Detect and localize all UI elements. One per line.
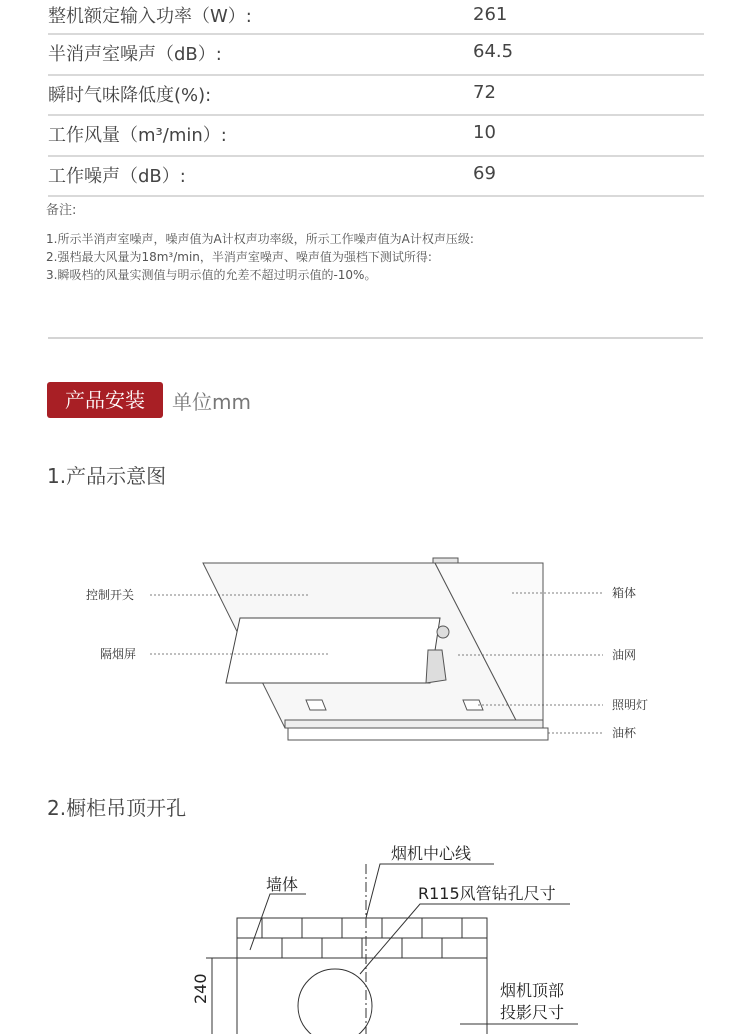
dimension-240: 240: [191, 973, 210, 1004]
label-top-projection-2: 投影尺寸: [500, 1003, 565, 1022]
spec-row-odor: [48, 76, 704, 117]
label-box: 箱体: [612, 586, 637, 600]
install-badge: 产品安装: [47, 382, 163, 418]
spec-row-noise-lab: [48, 35, 704, 76]
note-line: 2.强档最大风量为18m³/min，半消声室噪声、噪声值为强档下测试所得:: [46, 250, 432, 264]
spec-row-airflow: [48, 116, 704, 157]
note-line: 1.所示半消声室噪声，噪声值为A计权声功率级，所示工作噪声值为A计权声压级:: [46, 232, 474, 246]
label-top-projection-1: 烟机顶部: [500, 981, 565, 1000]
product-diagram: [0, 550, 750, 790]
divider: [48, 337, 703, 339]
spec-value: 10: [473, 122, 496, 143]
unit-label: 单位mm: [172, 390, 251, 414]
label-oil-cup: 油杯: [612, 726, 637, 740]
notes-title: 备注:: [46, 203, 77, 218]
spec-value: 69: [473, 162, 496, 184]
diagram2-title: 2.橱柜吊顶开孔: [47, 796, 187, 820]
label-light: 照明灯: [612, 698, 649, 712]
spec-row-noise-work: [48, 157, 704, 198]
spec-label: 整机额定输入功率（W）:: [48, 6, 252, 27]
label-oil-net: 油网: [612, 648, 637, 662]
spec-label: 工作风量（m³/min）:: [48, 125, 227, 146]
spec-value: 72: [473, 81, 496, 103]
spec-label: 瞬时气味降低度(%):: [48, 84, 212, 106]
label-duct-size: R115风管钻孔尺寸: [418, 884, 556, 903]
label-center-line: 烟机中心线: [391, 844, 472, 863]
label-screen: 隔烟屏: [100, 647, 137, 661]
note-line: 3.瞬吸档的风量实测值与明示值的允差不超过明示值的-10%。: [46, 268, 377, 282]
notes: [46, 202, 474, 284]
label-wall: 墙体: [266, 875, 299, 894]
diagram1-title: 1.产品示意图: [47, 464, 167, 488]
spec-label: 工作噪声（dB）:: [48, 165, 186, 187]
cutout-diagram: [0, 834, 750, 1034]
spec-value: 64.5: [473, 41, 514, 62]
spec-table: [48, 0, 704, 197]
spec-label: 半消声室噪声（dB）:: [48, 44, 222, 65]
spec-value: 261: [473, 4, 508, 25]
label-control-switch: 控制开关: [86, 588, 135, 602]
spec-row-power: [48, 0, 704, 35]
